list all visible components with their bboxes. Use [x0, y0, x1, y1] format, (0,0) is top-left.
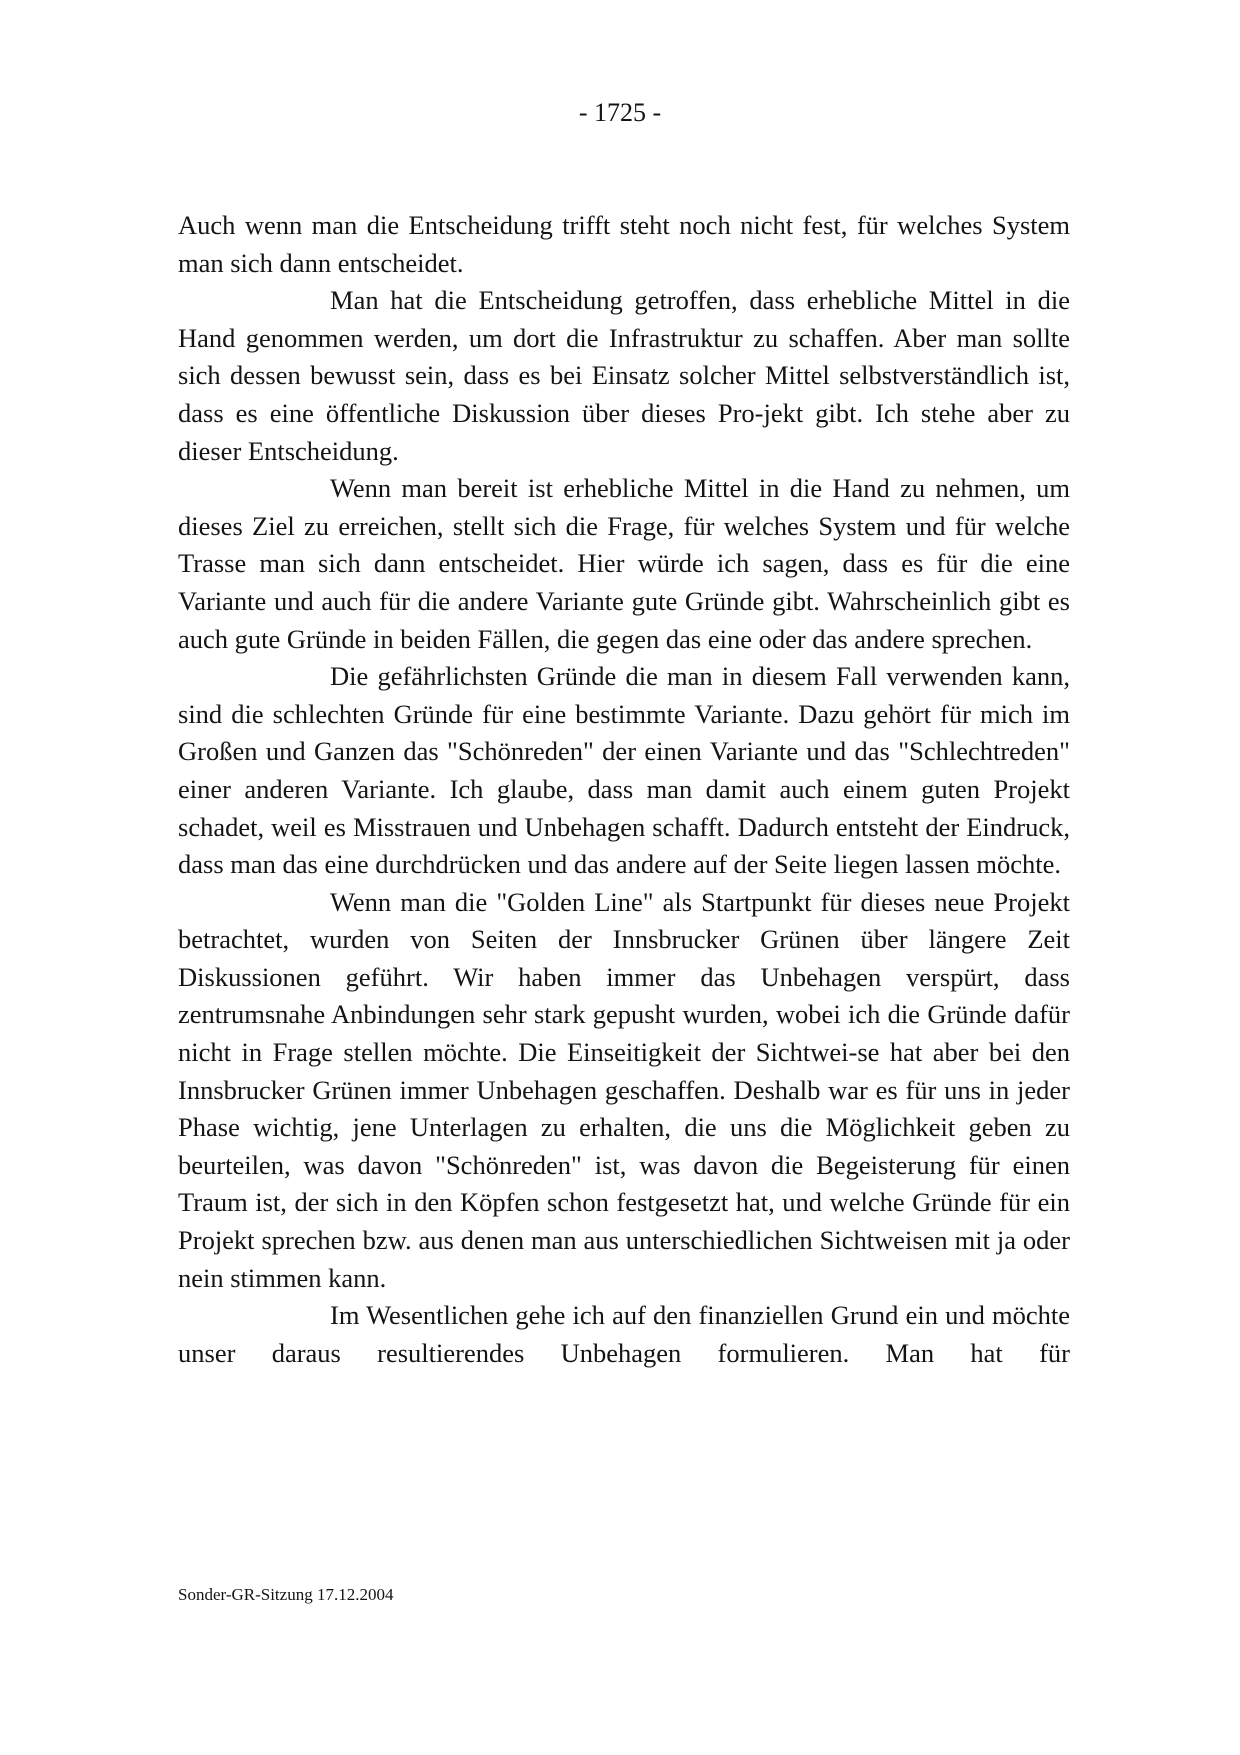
- paragraph-1: Auch wenn man die Entscheidung trifft steht noch nicht fest, für welches System man sich dann entscheidet.: [178, 210, 1070, 278]
- paragraph-3: Wenn man bereit ist erhebliche Mittel in die Hand zu nehmen, um dieses Ziel zu erreichen, stellt sich die Frage, für welches System und für welche Trasse man sich dann entscheidet. Hier würde ich sagen, dass es für die eine Variante und auch für die andere Variante gute Gründe gibt. Wahrscheinlich gibt es auch gute Gründe in beiden Fällen, die gegen das eine oder das andere sprechen.: [178, 473, 1070, 654]
- body-text: [178, 207, 1070, 1372]
- paragraph-6: Im Wesentlichen gehe ich auf den finanziellen Grund ein und möchte unser daraus resultierendes Unbehagen formulieren. Man hat für: [178, 1300, 1070, 1368]
- paragraph-4: Die gefährlichsten Gründe die man in diesem Fall verwenden kann, sind die schlechten Gründe für eine bestimmte Variante. Dazu gehört für mich im Großen und Ganzen das "Schönreden" der einen Variante und das "Schlechtreden" einer anderen Variante. Ich glaube, dass man damit auch einem guten Projekt schadet, weil es Misstrauen und Unbehagen schafft. Dadurch entsteht der Eindruck, dass man das eine durchdrücken und das andere auf der Seite liegen lassen möchte.: [178, 661, 1070, 880]
- paragraph-2: Man hat die Entscheidung getroffen, dass erhebliche Mittel in die Hand genommen werden, um dort die Infrastruktur zu schaffen. Aber man sollte sich dessen bewusst sein, dass es bei Einsatz solcher Mittel selbstverständlich ist, dass es eine öffentliche Diskussion über dieses Pro-jekt gibt. Ich stehe aber zu dieser Entscheidung.: [178, 285, 1070, 466]
- footer-session-label: Sonder-GR-Sitzung 17.12.2004: [178, 1585, 394, 1604]
- paragraph-5: Wenn man die "Golden Line" als Startpunkt für dieses neue Projekt betrachtet, wurden von Seiten der Innsbrucker Grünen über längere Zeit Diskussionen geführt. Wir haben immer das Unbehagen verspürt, dass zentrumsnahe Anbindungen sehr stark gepusht wurden, wobei ich die Gründe dafür nicht in Frage stellen möchte. Die Einseitigkeit der Sichtwei-se hat aber bei den Innsbrucker Grünen immer Unbehagen geschaffen. Deshalb war es für uns in jeder Phase wichtig, jene Unterlagen zu erhalten, die uns die Möglichkeit geben zu beurteilen, was davon "Schönreden" ist, was davon die Begeisterung für einen Traum ist, der sich in den Köpfen schon festgesetzt hat, und welche Gründe für ein Projekt sprechen bzw. aus denen man aus unterschiedlichen Sichtweisen mit ja oder nein stimmen kann.: [178, 886, 1070, 1293]
- page-number: - 1725 -: [578, 98, 662, 127]
